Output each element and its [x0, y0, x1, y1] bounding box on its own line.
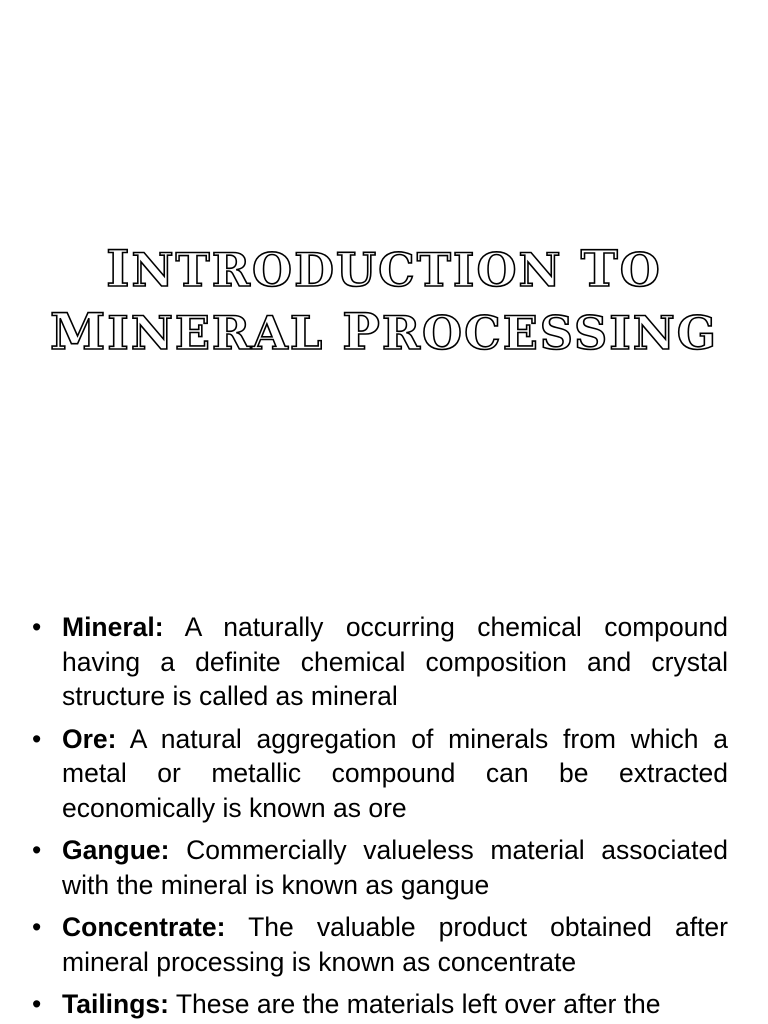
definitions-slide [0, 576, 768, 1024]
bullet-icon: • [32, 912, 42, 942]
definition-term: Concentrate: [62, 912, 226, 942]
title-line-2 [0, 301, 768, 364]
title-line-2-second-initial: P [342, 302, 382, 361]
bullet-icon: • [32, 723, 42, 754]
definitions-list [30, 610, 728, 1024]
title-line-2-initial: M [49, 302, 108, 361]
definition-text: Commercially valueless material associated with the mineral is known as gangue [62, 835, 728, 900]
slide-title [0, 238, 768, 364]
definition-text: These are the materials left over after the [168, 989, 661, 1019]
list-item-gangue [30, 833, 728, 902]
bullet-icon: • [32, 612, 42, 642]
definition-text: A naturally occurring chemical compound having a definite chemical composition and crystal structure is called as mineral [62, 612, 728, 711]
bullet-icon: • [32, 835, 42, 865]
title-line-2-rest: INERAL [107, 306, 343, 360]
list-item-tailings [30, 987, 728, 1022]
title-line-2-second-rest: ROCESSING [381, 306, 719, 360]
list-item-concentrate [30, 910, 728, 979]
definition-text: The valuable product obtained after mineral processing is known as concentrate [62, 912, 728, 977]
definition-term: Tailings: [62, 989, 169, 1019]
definition-text: A natural aggregation of minerals from which a metal or metallic compound can be extracted economically is known as ore [62, 723, 728, 823]
definition-term: Gangue: [62, 835, 170, 865]
title-line-1-to-rest: O [619, 243, 662, 297]
definition-term: Ore: [62, 723, 117, 754]
bullet-icon: • [32, 989, 42, 1019]
title-line-1-rest: NTRODUCTION [131, 243, 581, 297]
list-item-mineral [30, 610, 728, 714]
title-line-1 [0, 238, 768, 301]
title-line-1-to-initial: T [580, 239, 620, 298]
list-item-ore [30, 722, 728, 826]
title-line-1-initial: I [106, 239, 132, 298]
definition-term: Mineral: [62, 612, 164, 642]
